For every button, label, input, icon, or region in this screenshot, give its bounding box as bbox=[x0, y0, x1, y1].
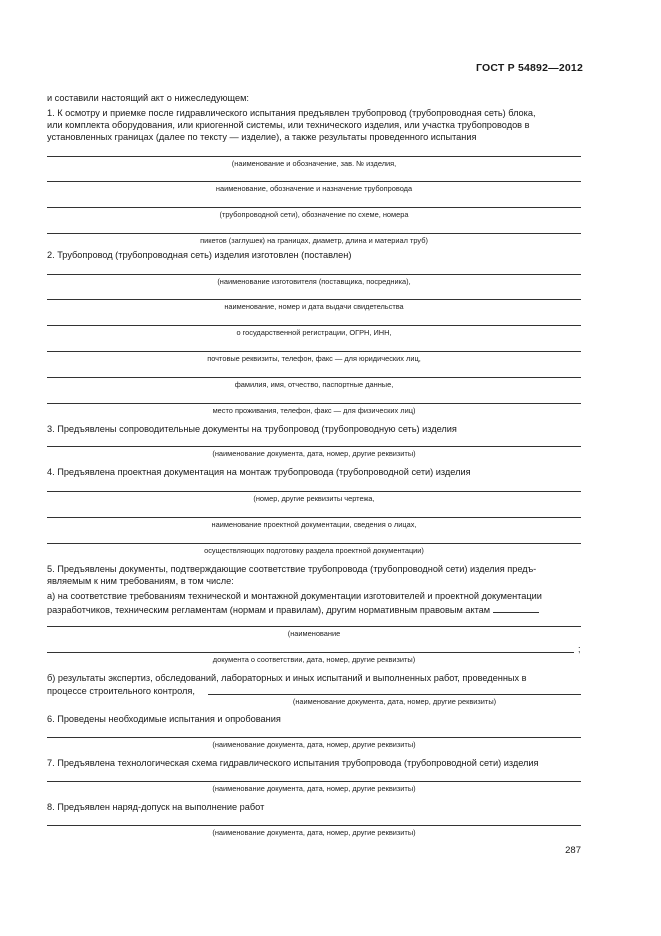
field-caption: место проживания, телефон, факс — для физических лиц) bbox=[212, 406, 416, 415]
field-caption: (наименование документа, дата, номер, другие реквизиты) bbox=[212, 784, 416, 793]
intro-text: и составили настоящий акт о нижеследующем: bbox=[47, 93, 249, 103]
fill-line[interactable] bbox=[47, 351, 581, 352]
fill-line[interactable] bbox=[47, 325, 581, 326]
field-caption: (наименование bbox=[287, 629, 341, 638]
fill-line[interactable] bbox=[47, 181, 581, 182]
fill-line[interactable] bbox=[47, 156, 581, 157]
field-caption: почтовые реквизиты, телефон, факс — для юридических лиц, bbox=[207, 354, 421, 363]
fill-line[interactable] bbox=[47, 233, 581, 234]
fill-line[interactable] bbox=[47, 274, 581, 275]
field-caption: (наименование документа, дата, номер, другие реквизиты) bbox=[212, 449, 416, 458]
item5b-line1: б) результаты экспертиз, обследований, лабораторных и иных испытаний и выполненных работ, проведенных в bbox=[47, 673, 527, 683]
field-caption: фамилия, имя, отчество, паспортные данные, bbox=[234, 380, 394, 389]
item5a-line2 bbox=[47, 603, 539, 617]
fill-line[interactable] bbox=[47, 299, 581, 300]
item4-text: 4. Предъявлена проектная документация на монтаж трубопровода (трубопроводной сети) изделия bbox=[47, 467, 471, 477]
item1-line1: 1. К осмотру и приемке после гидравлического испытания предъявлен трубопровод (трубопроводная сеть) блока, bbox=[47, 108, 536, 118]
fill-line[interactable] bbox=[47, 403, 581, 404]
field-caption: (наименование и обозначение, зав. № изделия, bbox=[231, 159, 397, 168]
field-caption: наименование, обозначение и назначение трубопровода bbox=[215, 184, 413, 193]
field-caption: (наименование изготовителя (поставщика, посредника), bbox=[217, 277, 411, 286]
item5-line2: являемым к ним требованиям, в том числе: bbox=[47, 576, 234, 586]
field-caption: (номер, другие реквизиты чертежа, bbox=[253, 494, 375, 503]
fill-line[interactable] bbox=[208, 694, 581, 695]
fill-line[interactable] bbox=[47, 377, 581, 378]
field-caption: о государственной регистрации, ОГРН, ИНН, bbox=[236, 328, 392, 337]
fill-line[interactable] bbox=[47, 626, 581, 627]
field-caption: (наименование документа, дата, номер, другие реквизиты) bbox=[212, 740, 416, 749]
item8-text: 8. Предъявлен наряд-допуск на выполнение работ bbox=[47, 802, 265, 812]
fill-line[interactable] bbox=[47, 781, 581, 782]
document-standard-header: ГОСТ Р 54892—2012 bbox=[475, 62, 583, 74]
fill-line[interactable] bbox=[47, 517, 581, 518]
fill-line[interactable] bbox=[493, 603, 539, 613]
item7-text: 7. Предъявлена технологическая схема гидравлического испытания трубопровода (трубопроводной сети) изделия bbox=[47, 758, 539, 768]
fill-line[interactable] bbox=[47, 737, 581, 738]
item6-text: 6. Проведены необходимые испытания и опробования bbox=[47, 714, 281, 724]
item5b-line2: процессе строительного контроля, bbox=[47, 686, 195, 696]
fill-line[interactable] bbox=[47, 446, 581, 447]
field-caption: наименование, номер и дата выдачи свидетельства bbox=[224, 302, 404, 311]
item2-text: 2. Трубопровод (трубопроводная сеть) изделия изготовлен (поставлен) bbox=[47, 250, 352, 260]
item3-text: 3. Предъявлены сопроводительные документы на трубопровод (трубопроводную сеть) изделия bbox=[47, 424, 457, 434]
semicolon: ; bbox=[578, 644, 581, 654]
field-caption: документа о соответствии, дата, номер, другие реквизиты) bbox=[212, 655, 416, 664]
item5-line1: 5. Предъявлены документы, подтверждающие соответствие трубопровода (трубопроводной сети) изделия предъ- bbox=[47, 564, 537, 574]
fill-line[interactable] bbox=[47, 491, 581, 492]
field-caption: (трубопроводной сети), обозначение по схеме, номера bbox=[219, 210, 409, 219]
field-caption: (наименование документа, дата, номер, другие реквизиты) bbox=[212, 828, 416, 837]
fill-line[interactable] bbox=[47, 543, 581, 544]
item1-line3: установленных границах (далее по тексту — изделие), а также результаты проведенного испытания bbox=[47, 132, 477, 142]
field-caption: пикетов (заглушек) на границах, диаметр, длина и материал труб) bbox=[200, 236, 428, 245]
fill-line[interactable] bbox=[47, 207, 581, 208]
field-caption: (наименование документа, дата, номер, другие реквизиты) bbox=[292, 697, 497, 706]
fill-line[interactable] bbox=[47, 652, 574, 653]
field-caption: осуществляющих подготовку раздела проектной документации) bbox=[204, 546, 424, 555]
item5a-line2-text: разработчиков, техническим регламентам (нормам и правилам), другим нормативным правовым актам bbox=[47, 605, 491, 615]
page-number: 287 bbox=[565, 845, 581, 856]
field-caption: наименование проектной документации, сведения о лицах, bbox=[211, 520, 417, 529]
item5a-line1: а) на соответствие требованиям технической и монтажной документации изготовителей и проектной документации bbox=[47, 591, 542, 601]
item1-line2: или комплекта оборудования, или криогенной системы, или технического изделия, или участка трубопроводов в bbox=[47, 120, 530, 130]
fill-line[interactable] bbox=[47, 825, 581, 826]
